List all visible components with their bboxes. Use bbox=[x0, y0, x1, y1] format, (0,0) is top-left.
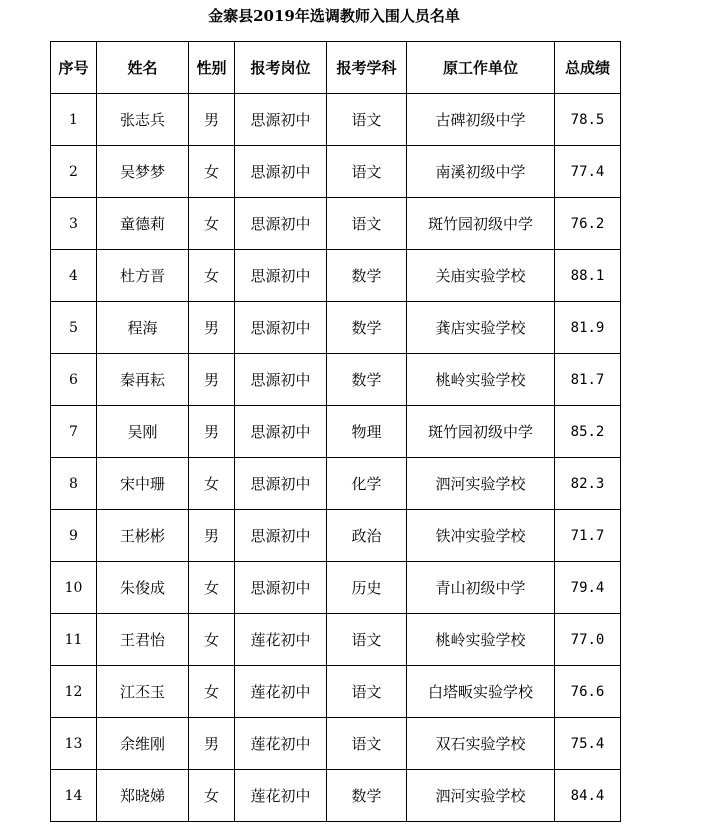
cell-gender: 男 bbox=[189, 718, 235, 770]
cell-name: 秦再耘 bbox=[97, 354, 189, 406]
cell-original-unit: 青山初级中学 bbox=[407, 562, 555, 614]
cell-post: 思源初中 bbox=[235, 198, 327, 250]
header-seq: 序号 bbox=[51, 42, 97, 94]
cell-total-score: 71.7 bbox=[555, 510, 621, 562]
cell-total-score: 85.2 bbox=[555, 406, 621, 458]
cell-original-unit: 斑竹园初级中学 bbox=[407, 406, 555, 458]
cell-original-unit: 泗河实验学校 bbox=[407, 770, 555, 822]
cell-name: 郑晓娣 bbox=[97, 770, 189, 822]
cell-name: 张志兵 bbox=[97, 94, 189, 146]
cell-seq: 13 bbox=[51, 718, 97, 770]
cell-original-unit: 斑竹园初级中学 bbox=[407, 198, 555, 250]
header-gender: 性别 bbox=[189, 42, 235, 94]
cell-gender: 男 bbox=[189, 510, 235, 562]
cell-total-score: 79.4 bbox=[555, 562, 621, 614]
table-row bbox=[51, 666, 621, 718]
cell-post: 思源初中 bbox=[235, 458, 327, 510]
header-original-unit: 原工作单位 bbox=[407, 42, 555, 94]
cell-subject: 数学 bbox=[327, 250, 407, 302]
cell-total-score: 77.0 bbox=[555, 614, 621, 666]
table-row bbox=[51, 302, 621, 354]
cell-seq: 5 bbox=[51, 302, 97, 354]
cell-seq: 2 bbox=[51, 146, 97, 198]
cell-seq: 9 bbox=[51, 510, 97, 562]
cell-original-unit: 古碑初级中学 bbox=[407, 94, 555, 146]
header-total-score: 总成绩 bbox=[555, 42, 621, 94]
cell-name: 宋中珊 bbox=[97, 458, 189, 510]
cell-seq: 10 bbox=[51, 562, 97, 614]
cell-subject: 语文 bbox=[327, 614, 407, 666]
cell-name: 程海 bbox=[97, 302, 189, 354]
table-header bbox=[51, 42, 621, 94]
header-name: 姓名 bbox=[97, 42, 189, 94]
cell-gender: 男 bbox=[189, 354, 235, 406]
cell-post: 思源初中 bbox=[235, 406, 327, 458]
table-row bbox=[51, 718, 621, 770]
header-subject: 报考学科 bbox=[327, 42, 407, 94]
cell-name: 杜方晋 bbox=[97, 250, 189, 302]
cell-total-score: 76.2 bbox=[555, 198, 621, 250]
cell-original-unit: 铁冲实验学校 bbox=[407, 510, 555, 562]
cell-post: 思源初中 bbox=[235, 302, 327, 354]
cell-original-unit: 南溪初级中学 bbox=[407, 146, 555, 198]
table-row bbox=[51, 770, 621, 822]
cell-post: 思源初中 bbox=[235, 94, 327, 146]
cell-gender: 男 bbox=[189, 302, 235, 354]
cell-gender: 女 bbox=[189, 146, 235, 198]
cell-original-unit: 双石实验学校 bbox=[407, 718, 555, 770]
cell-post: 思源初中 bbox=[235, 250, 327, 302]
cell-gender: 女 bbox=[189, 250, 235, 302]
cell-post: 莲花初中 bbox=[235, 666, 327, 718]
cell-seq: 12 bbox=[51, 666, 97, 718]
cell-subject: 语文 bbox=[327, 718, 407, 770]
cell-subject: 语文 bbox=[327, 94, 407, 146]
cell-seq: 7 bbox=[51, 406, 97, 458]
cell-subject: 语文 bbox=[327, 146, 407, 198]
cell-name: 余维刚 bbox=[97, 718, 189, 770]
cell-name: 朱俊成 bbox=[97, 562, 189, 614]
cell-seq: 6 bbox=[51, 354, 97, 406]
cell-subject: 化学 bbox=[327, 458, 407, 510]
cell-seq: 1 bbox=[51, 94, 97, 146]
cell-total-score: 78.5 bbox=[555, 94, 621, 146]
cell-post: 莲花初中 bbox=[235, 614, 327, 666]
cell-seq: 14 bbox=[51, 770, 97, 822]
cell-name: 童德莉 bbox=[97, 198, 189, 250]
cell-seq: 8 bbox=[51, 458, 97, 510]
page-title: 金寨县2019年选调教师入围人员名单 bbox=[208, 7, 460, 25]
cell-total-score: 84.4 bbox=[555, 770, 621, 822]
cell-total-score: 88.1 bbox=[555, 250, 621, 302]
cell-subject: 物理 bbox=[327, 406, 407, 458]
cell-gender: 女 bbox=[189, 562, 235, 614]
table-row bbox=[51, 510, 621, 562]
table-body bbox=[51, 94, 621, 822]
cell-subject: 政治 bbox=[327, 510, 407, 562]
cell-name: 江丕玉 bbox=[97, 666, 189, 718]
table-row bbox=[51, 614, 621, 666]
cell-post: 莲花初中 bbox=[235, 770, 327, 822]
table-row bbox=[51, 146, 621, 198]
header-row bbox=[51, 42, 621, 94]
cell-gender: 女 bbox=[189, 614, 235, 666]
cell-name: 王彬彬 bbox=[97, 510, 189, 562]
cell-gender: 女 bbox=[189, 198, 235, 250]
cell-post: 莲花初中 bbox=[235, 718, 327, 770]
cell-gender: 男 bbox=[189, 94, 235, 146]
cell-subject: 语文 bbox=[327, 666, 407, 718]
cell-subject: 历史 bbox=[327, 562, 407, 614]
cell-gender: 女 bbox=[189, 770, 235, 822]
cell-original-unit: 桃岭实验学校 bbox=[407, 354, 555, 406]
cell-gender: 女 bbox=[189, 458, 235, 510]
cell-total-score: 76.6 bbox=[555, 666, 621, 718]
cell-original-unit: 桃岭实验学校 bbox=[407, 614, 555, 666]
cell-total-score: 81.7 bbox=[555, 354, 621, 406]
table-row bbox=[51, 406, 621, 458]
cell-original-unit: 白塔畈实验学校 bbox=[407, 666, 555, 718]
cell-total-score: 81.9 bbox=[555, 302, 621, 354]
cell-post: 思源初中 bbox=[235, 354, 327, 406]
cell-total-score: 82.3 bbox=[555, 458, 621, 510]
cell-subject: 语文 bbox=[327, 198, 407, 250]
cell-name: 吴刚 bbox=[97, 406, 189, 458]
cell-name: 吴梦梦 bbox=[97, 146, 189, 198]
candidate-table bbox=[50, 41, 621, 822]
cell-original-unit: 泗河实验学校 bbox=[407, 458, 555, 510]
cell-total-score: 77.4 bbox=[555, 146, 621, 198]
cell-gender: 男 bbox=[189, 406, 235, 458]
table-row bbox=[51, 94, 621, 146]
table-row bbox=[51, 354, 621, 406]
table-row bbox=[51, 250, 621, 302]
cell-post: 思源初中 bbox=[235, 510, 327, 562]
cell-gender: 女 bbox=[189, 666, 235, 718]
table-row bbox=[51, 562, 621, 614]
cell-seq: 4 bbox=[51, 250, 97, 302]
cell-original-unit: 关庙实验学校 bbox=[407, 250, 555, 302]
cell-name: 王君怡 bbox=[97, 614, 189, 666]
cell-seq: 11 bbox=[51, 614, 97, 666]
cell-subject: 数学 bbox=[327, 354, 407, 406]
cell-original-unit: 龚店实验学校 bbox=[407, 302, 555, 354]
header-post: 报考岗位 bbox=[235, 42, 327, 94]
cell-post: 思源初中 bbox=[235, 562, 327, 614]
cell-post: 思源初中 bbox=[235, 146, 327, 198]
cell-total-score: 75.4 bbox=[555, 718, 621, 770]
cell-seq: 3 bbox=[51, 198, 97, 250]
table-row bbox=[51, 198, 621, 250]
table-row bbox=[51, 458, 621, 510]
cell-subject: 数学 bbox=[327, 770, 407, 822]
cell-subject: 数学 bbox=[327, 302, 407, 354]
